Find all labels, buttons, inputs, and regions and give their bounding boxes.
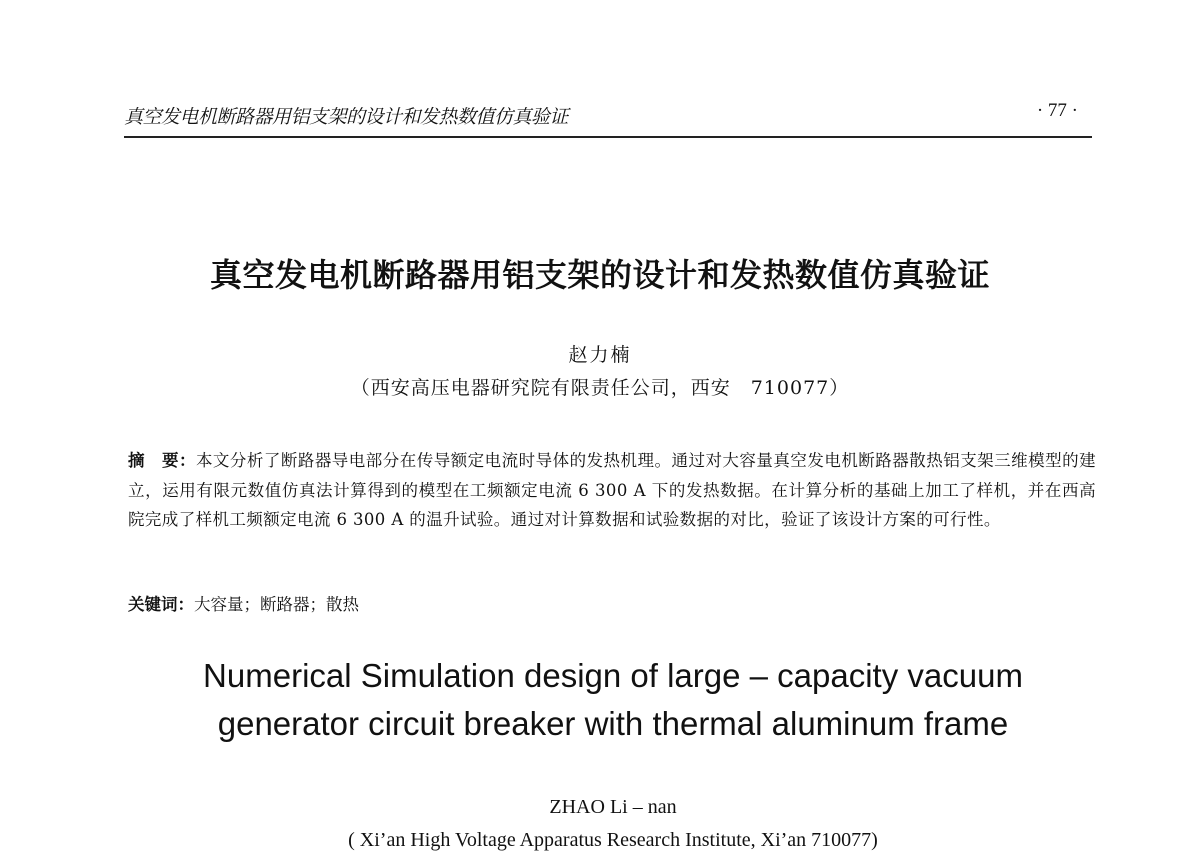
abstract-text: 本文分析了断路器导电部分在传导额定电流时导体的发热机理。通过对大容量真空发电机断路器散热铝支架三维模型的建立，运用有限元数值仿真法计算得到的模型在工频额定电流 6 300 A 下的发热数据。在计算分析的基础上加工了样机，并在西高院完成了样机工频额定电流 6 300 A 的温升试验。通过对计算数据和试验数据的对比，验证了该设计方案的可行性。 bbox=[128, 451, 1096, 529]
affiliation-english: ( Xi’an High Voltage Apparatus Research Institute, Xi’an 710077) bbox=[348, 829, 878, 851]
abstract-label: 摘 要： bbox=[128, 451, 196, 470]
title-english-line-2: generator circuit breaker with thermal aluminum frame bbox=[217, 705, 1009, 742]
running-title: 真空发电机断路器用铝支架的设计和发热数值仿真验证 bbox=[124, 106, 569, 128]
author-name-chinese: 赵力楠 bbox=[568, 344, 632, 366]
keywords bbox=[128, 594, 1096, 616]
abstract bbox=[128, 446, 1096, 535]
article-title-english bbox=[0, 652, 1200, 748]
affiliation-chinese: （西安高压电器研究院有限责任公司，西安 710077） bbox=[350, 377, 850, 399]
title-english-line-1: Numerical Simulation design of large – capacity vacuum bbox=[203, 657, 1023, 694]
keywords-label: 关键词： bbox=[128, 595, 194, 614]
article-title-chinese: 真空发电机断路器用铝支架的设计和发热数值仿真验证 bbox=[209, 256, 990, 294]
running-header bbox=[124, 98, 1092, 138]
keywords-text: 大容量；断路器；散热 bbox=[194, 595, 359, 614]
author-name-english: ZHAO Li – nan bbox=[549, 796, 677, 818]
page-number: · 77 · bbox=[1036, 100, 1078, 121]
